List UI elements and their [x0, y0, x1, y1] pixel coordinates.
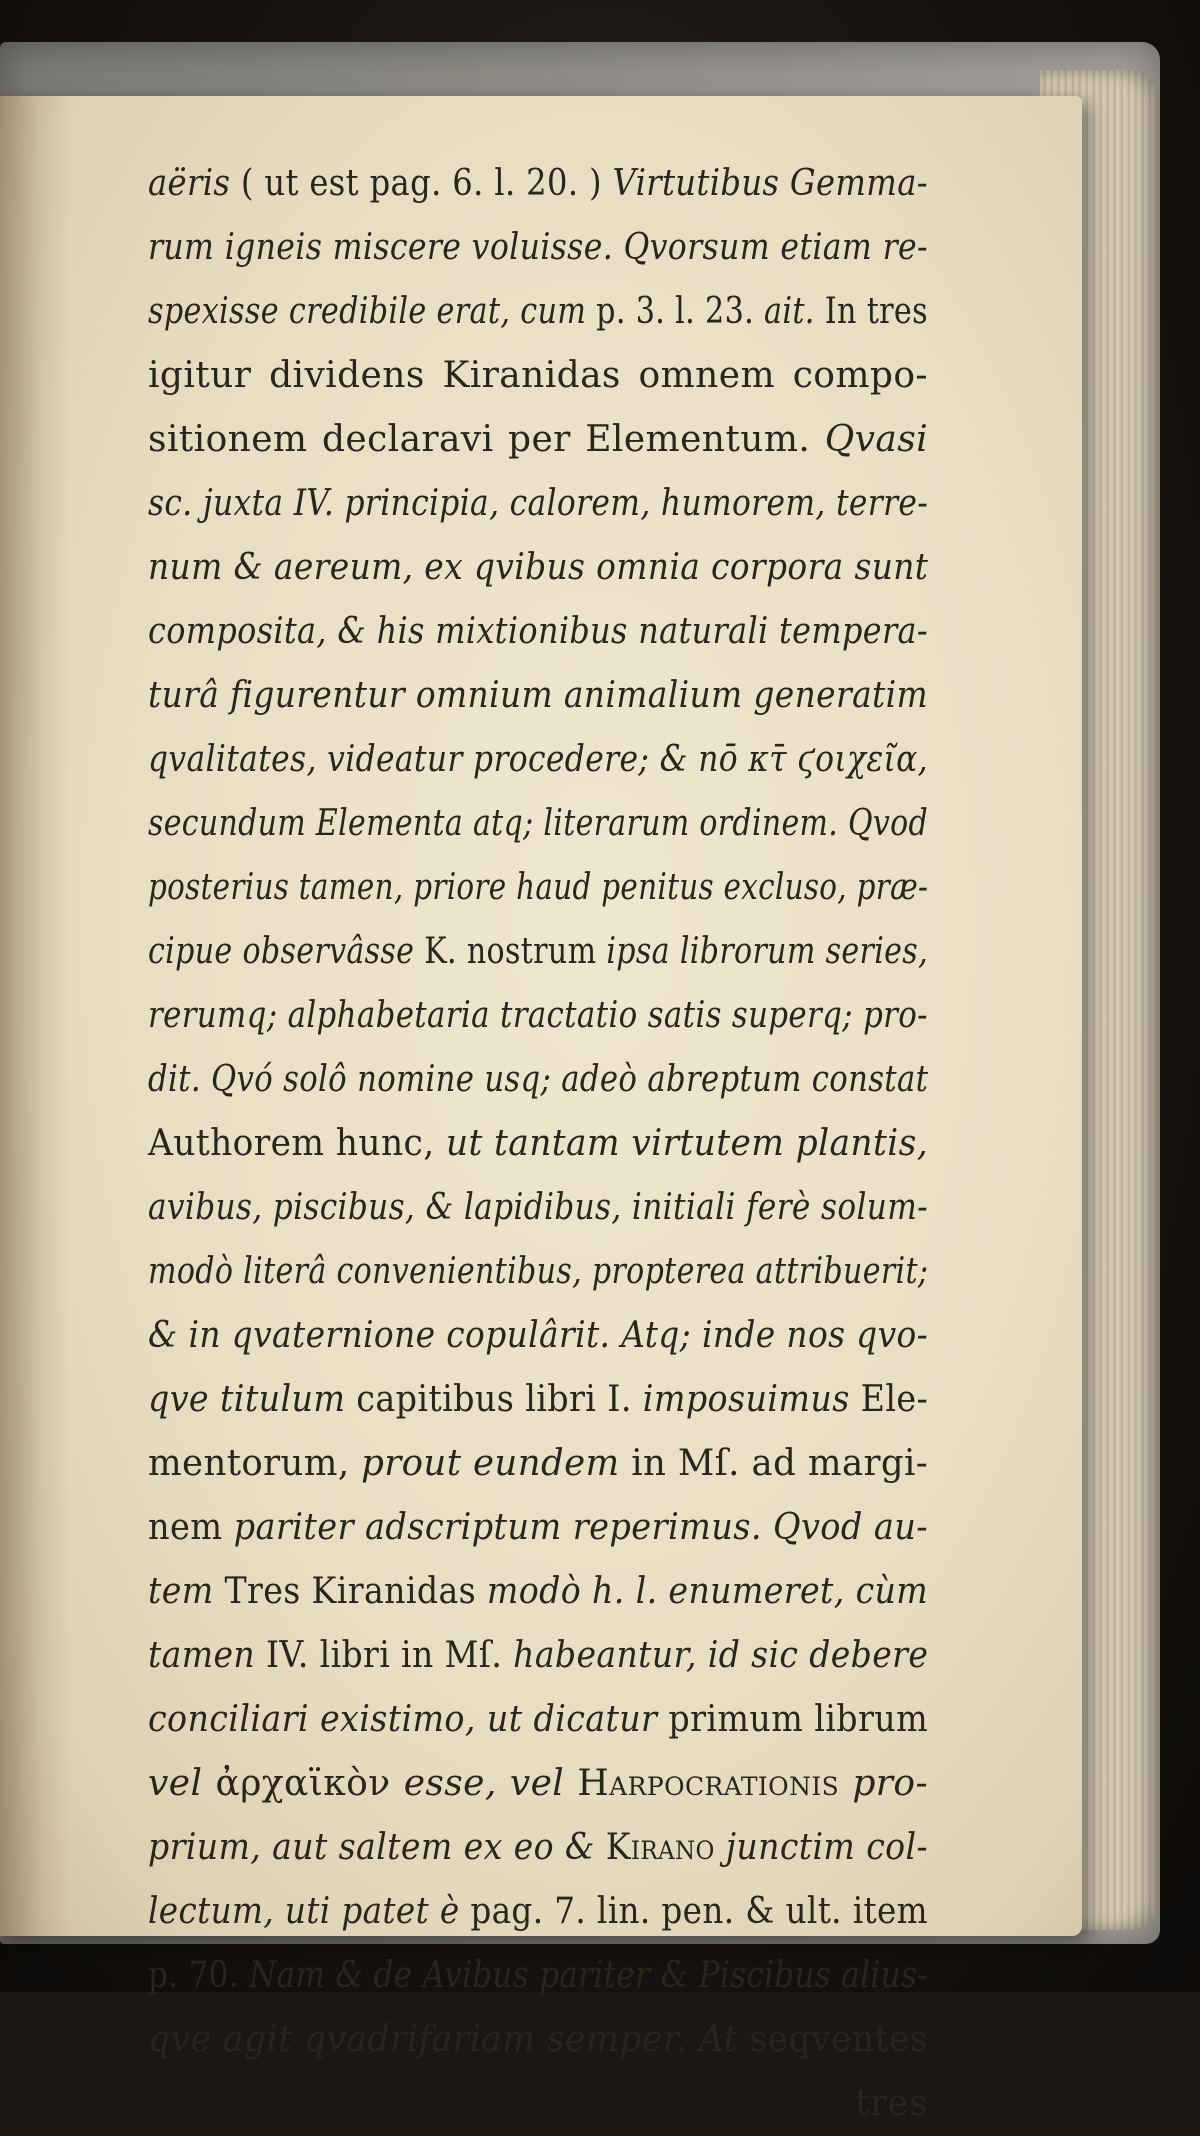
- text-line: [148, 856, 928, 920]
- text-line: [148, 1944, 928, 2008]
- text-segment: posterius tamen, priore haud penitus excluso, præ-: [148, 867, 929, 908]
- text-line: [148, 408, 928, 472]
- text-segment: capitibus libri I.: [356, 1379, 643, 1420]
- text-segment: lectum, uti patet è: [148, 1891, 471, 1932]
- text-line: [148, 1432, 928, 1496]
- text-segment: Tres Kiranidas: [224, 1571, 487, 1612]
- text-line: [148, 920, 928, 984]
- text-segment: igitur dividens Kiranidas omnem compo-: [148, 355, 928, 396]
- text-segment: & in qvaternione copulârit. Atq; inde nos qvo-: [148, 1315, 929, 1356]
- text-segment: rum igneis miscere voluisse. Qvorsum etiam re-: [148, 227, 928, 268]
- text-line: [148, 1816, 928, 1880]
- text-segment: Virtutibus Gemma-: [612, 163, 928, 204]
- text-segment: modò literâ convenientibus, propterea attribuerit;: [148, 1251, 929, 1292]
- text-segment: Nam & de Avibus pariter & Piscibus alius-: [249, 1955, 928, 1996]
- text-segment: cipue observâsse: [148, 931, 425, 972]
- text-line: [148, 344, 928, 408]
- text-segment: p. 70.: [148, 1955, 250, 1996]
- text-segment: mentorum,: [148, 1443, 362, 1484]
- text-segment: pariter adscriptum reperimus. Qvod au-: [233, 1507, 928, 1548]
- text-line: [148, 792, 928, 856]
- text-line: [148, 1688, 928, 1752]
- catchword: tres: [854, 2083, 928, 2124]
- text-line: [148, 1624, 928, 1688]
- text-segment: primum librum: [668, 1699, 929, 1740]
- text-segment: prout eundem: [361, 1443, 632, 1484]
- text-segment: Authorem hunc,: [148, 1123, 446, 1164]
- text-segment: turâ figurentur omnium animalium generatim: [148, 675, 929, 716]
- text-segment: ἀρχαϊκὸν: [215, 1763, 404, 1804]
- text-line: [148, 1752, 928, 1816]
- text-segment: composita, & his mixtionibus naturali tempera-: [148, 611, 929, 652]
- text-line: [148, 1176, 928, 1240]
- text-segment: qve agit qvadrifariam semper. At: [148, 2019, 750, 2060]
- text-segment: tem: [148, 1571, 225, 1612]
- text-segment: modò h. l. enumeret, cùm: [486, 1571, 929, 1612]
- text-line: [148, 472, 928, 536]
- text-segment: ut tantam virtutem plantis,: [445, 1123, 929, 1164]
- text-line: [148, 1112, 928, 1176]
- text-line: [148, 536, 928, 600]
- text-segment: ipsa librorum series,: [606, 931, 928, 972]
- text-segment: p. 3. l. 23.: [596, 291, 765, 332]
- text-line: [148, 152, 928, 216]
- text-segment: ( ut est pag. 6. l. 20. ): [230, 163, 613, 204]
- text-segment: prium, aut saltem ex eo &: [148, 1827, 606, 1868]
- text-segment: In tres: [824, 291, 928, 332]
- book-page: [0, 96, 1082, 2124]
- text-segment: sitionem declaravi per Elementum.: [148, 419, 825, 460]
- text-line: [148, 1496, 928, 1560]
- text-segment: Harpocrationis: [577, 1763, 853, 1804]
- text-line: [148, 216, 928, 280]
- text-segment: habeantur, id sic debere: [513, 1635, 929, 1676]
- text-segment: esse, vel: [403, 1763, 578, 1804]
- text-segment: ait.: [764, 291, 825, 332]
- text-line: [148, 728, 928, 792]
- text-segment: qve titulum: [148, 1379, 357, 1420]
- text-segment: dit. Qvó solô nomine usq; adeò abreptum constat: [148, 1059, 929, 1100]
- text-line: [148, 1560, 928, 1624]
- text-line: [148, 280, 928, 344]
- text-segment: tamen: [148, 1635, 266, 1676]
- text-line: [148, 1304, 928, 1368]
- text-line: [148, 1048, 928, 1112]
- text-segment: nem: [148, 1507, 234, 1548]
- text-line: [148, 2008, 928, 2072]
- text-segment: qvalitates, videatur procedere; & nō κτ̄ ϛοιχεῖα,: [148, 739, 928, 780]
- text-segment: secundum Elementa atq; literarum ordinem. Qvod: [148, 803, 929, 844]
- text-segment: Qvasi: [824, 419, 928, 460]
- text-segment: junctim col-: [725, 1827, 929, 1868]
- text-segment: avibus, piscibus, & lapidibus, initiali ferè solum-: [148, 1187, 928, 1228]
- text-segment: seqventes: [749, 2019, 929, 2060]
- text-line: [148, 984, 928, 1048]
- text-segment: pag. 7. lin. pen. & ult. item: [470, 1891, 929, 1932]
- text-segment: K. nostrum: [424, 931, 607, 972]
- text-line: [148, 1880, 928, 1944]
- text-segment: pro-: [852, 1763, 929, 1804]
- text-segment: IV. libri in Mſ.: [265, 1635, 514, 1676]
- page-text-block: [148, 152, 928, 2136]
- text-line: [148, 664, 928, 728]
- text-segment: imposuimus: [642, 1379, 861, 1420]
- text-segment: Ele-: [860, 1379, 929, 1420]
- text-segment: in Mſ. ad margi-: [631, 1443, 929, 1484]
- text-segment: num & aereum, ex qvibus omnia corpora sunt: [148, 547, 929, 588]
- text-line: [148, 600, 928, 664]
- text-segment: conciliari existimo, ut dicatur: [148, 1699, 669, 1740]
- text-segment: rerumq; alphabetaria tractatio satis superq; pro-: [148, 995, 928, 1036]
- text-segment: spexisse credibile erat, cum: [148, 291, 597, 332]
- text-segment: vel: [148, 1763, 216, 1804]
- text-line: [148, 1368, 928, 1432]
- text-line: [148, 1240, 928, 1304]
- text-segment: sc. juxta IV. principia, calorem, humorem, terre-: [148, 483, 929, 524]
- text-segment: aëris: [148, 163, 231, 204]
- text-segment: Kirano: [605, 1827, 726, 1868]
